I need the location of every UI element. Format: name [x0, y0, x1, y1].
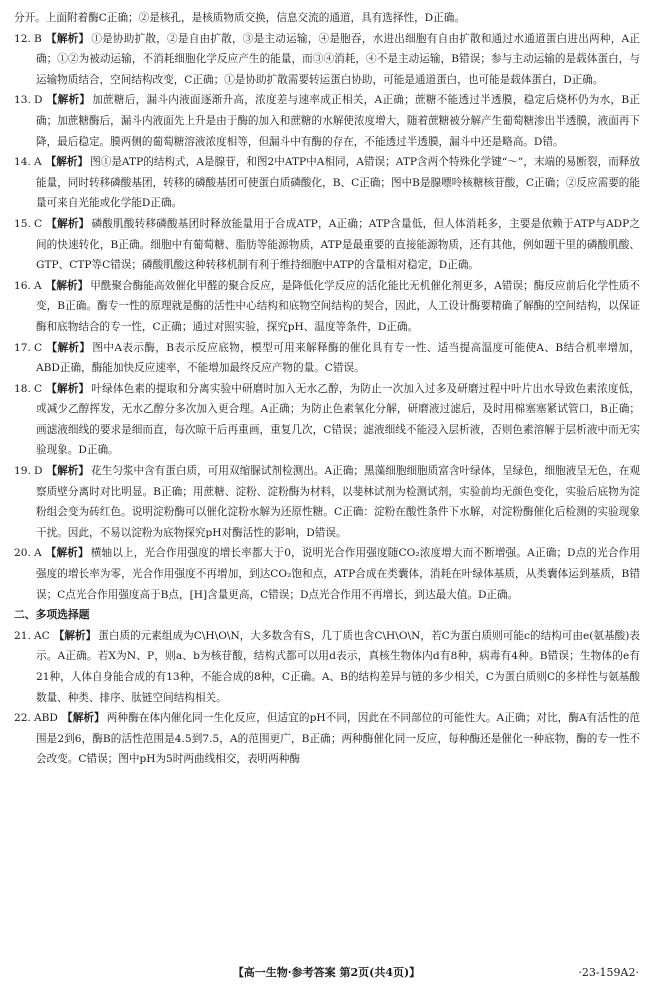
analysis-tag: 【解析】 [45, 279, 89, 292]
item-answer: C [34, 217, 43, 230]
item-number: 16. [14, 279, 31, 292]
analysis-tag: 【解析】 [45, 547, 89, 560]
answer-item [14, 214, 640, 276]
item-number: 20. [14, 547, 31, 560]
analysis-tag: 【解析】 [46, 382, 90, 395]
analysis-text: 花生匀浆中含有蛋白质，可用双缩脲试剂检测出。A正确；黑藻细胞细胞质富含叶绿体，呈绿色，细胞液呈无色，在观察质壁分离时对比明显。B正确；用蔗糖、淀粉、淀粉酶为材料，以斐林试剂为检测试剂，实验前均无颜色变化，实验后底物为淀粉组会变为砖红色。说明淀粉酶可以催化淀粉水解为还原性糖。C正确：淀粉在酸性条件下水解，对淀粉酶催化后检测的实验现象干扰。因此，不易以淀粉为底物探究pH对酶活性的影响，D错误。 [36, 465, 640, 539]
analysis-text: 图①是ATP的结构式，A是腺苷，和图2中ATP中A相同，A错误；ATP含两个特殊化学键“～”，末端的易断裂，而释放能量，同时转移磷酸基团，转移的磷酸基团可使蛋白质磷酸化，B、C正确；图中B是腺嘌呤核糖核苷酸，C正确；②反应需要的能量可来自光能或化学能D正确。 [36, 156, 640, 210]
analysis-tag: 【解析】 [45, 32, 90, 45]
answer-item [14, 626, 640, 708]
analysis-text: 甲酰聚合酶能高效催化甲醛的聚合反应，是降低化学反应的活化能比无机催化剂更多，A错误；酶反应前后化学性质不变，B正确。酶专一性的原理就是酶的活性中心结构和底物空间结构的契合，因此，人工设计酶要精确了解酶的空间结构，以保证酶和底物结合的专一性，C正确；通过对照实验，探究pH、温度等条件，D正确。 [36, 279, 640, 333]
analysis-tag: 【解析】 [46, 465, 89, 478]
analysis-tag: 【解析】 [61, 712, 105, 725]
item-answer: C [34, 382, 43, 395]
item-answer: D [34, 465, 43, 478]
item-answer: A [34, 156, 42, 169]
analysis-text: 蛋白质的元素组成为C\H\O\N，大多数含有S，几丁质也含C\H\O\N，若C为蛋白质则可能c的结构可由e(氨基酸)表示。A正确。若X为N、P，则a、b为核苷酸，结构式都可以用d表示，真核生物体内d有8种，病毒有4种。B错误；生物体的e有21种，人体自身能合成的有13种，不能合成的8种，C正确。A、B的结构差异与链的多少相关，C为蛋白质则C的多样性与氨基酸数量、种类、排序、肽链空间结构相关。 [36, 629, 641, 704]
item-number: 15. [14, 217, 31, 230]
analysis-tag: 【解析】 [53, 629, 97, 642]
item-answer: ABD [34, 712, 58, 725]
single-choice-answers [14, 29, 640, 606]
answer-item [14, 461, 640, 543]
answer-item [14, 379, 640, 461]
item-number: 14. [14, 156, 31, 169]
analysis-tag: 【解析】 [46, 94, 91, 107]
answer-item [14, 338, 640, 379]
item-answer: C [34, 341, 43, 354]
answer-item [14, 29, 640, 91]
item-answer: AC [34, 629, 50, 642]
analysis-text: ①是协助扩散，②是自由扩散，③是主动运输，④是胞吞，水进出细胞有自由扩散和通过水通道蛋白进出两种，A正确；①②为被动运输，不消耗细胞化学反应产生的能量，而③④消耗，④不是主动运输，B错误；参与主动运输的是载体蛋白，与运输物质结合，空间结构改变，C正确；①是协助扩散需要转运蛋白协助，可能是通道蛋白，也可能是载体蛋白，D正确。 [36, 32, 640, 86]
analysis-text: 两种酶在体内催化同一生化反应，但适宜的pH不同，因此在不同部位的可能性大。A正确；对比，酶A有活性的范围是2到6，酶B的活性范围是4.5到7.5，A的范围更广，B正确；两种酶催化同一反应，每种酶还是催化一种底物，酶的专一性不会改变。C错误；图中pH为5时两曲线相交，表明两种酶 [36, 712, 640, 766]
continued-paragraph: 分开。上面附着酶C正确；②是核孔，是核质物质交换，信息交流的通道，具有选择性，D正确。 [14, 12, 465, 24]
analysis-tag: 【解析】 [46, 341, 91, 354]
footer-title: 【高一生物·参考答案 第2页(共4页)】 [232, 966, 421, 979]
footer-code: ·23-159A2· [578, 966, 639, 979]
item-answer: A [34, 547, 42, 560]
page-footer [0, 962, 653, 984]
item-answer: A [34, 279, 42, 292]
item-number: 12. [14, 32, 31, 45]
item-answer: D [34, 94, 43, 107]
item-answer: B [34, 32, 42, 45]
analysis-text: 横轴以上，光合作用强度的增长率都大于0，说明光合作用强度随CO₂浓度增大而不断增强。A正确；D点的光合作用强度的增长率为零，光合作用强度不再增加，到达CO₂饱和点，ATP合成在类囊体，消耗在叶绿体基质，从类囊体运到基质，B错误；C点光合作用强度高于B点，[H]含量更高，C错误；D点光合作用不再增长，到达最大值。D正确。 [36, 547, 641, 601]
section-title: 二、多项选择题 [14, 608, 90, 622]
item-number: 21. [14, 629, 31, 642]
answer-item [14, 276, 640, 338]
analysis-text: 磷酸肌酸转移磷酸基团时释放能量用于合成ATP，A正确；ATP含量低，但人体消耗多，主要是依赖于ATP与ADP之间的快速转化，B正确。细胞中有葡萄糖、脂肪等能源物质，ATP是最重要的直接能源物质，还有其他，例如题干里的磷酸肌酸、GTP、CTP等C错误；磷酸肌酸这种转移机制有利于维持细胞中ATP的含量相对稳定，D正确。 [36, 217, 641, 272]
item-number: 22. [14, 712, 31, 725]
item-number: 17. [14, 341, 31, 354]
answer-item [14, 708, 640, 770]
answer-item [14, 152, 640, 214]
answer-item [14, 90, 640, 152]
analysis-tag: 【解析】 [46, 217, 90, 230]
item-number: 18. [14, 382, 31, 395]
item-number: 19. [14, 465, 31, 478]
analysis-text: 叶绿体色素的提取和分离实验中研磨时加入无水乙醇，为防止一次加入过多及研磨过程中叶片出水导致色素浓度低，或减少乙醇挥发，无水乙醇分多次加入更合理。A正确；为防止色素氧化分解，研磨液过滤后，及时用棉塞塞紧试管口，B正确；画滤液细线的要求是细而直，每次晾干后再重画，重复几次，C错误；滤液细线不能浸入层析液，否则色素溶解于层析液中而无实验现象。D正确。 [36, 382, 640, 457]
item-number: 13. [14, 94, 31, 107]
analysis-tag: 【解析】 [45, 156, 89, 169]
answer-item [14, 543, 640, 605]
analysis-text: 加蔗糖后，漏斗内液面逐渐升高，浓度差与速率成正相关，A正确；蔗糖不能透过半透膜，稳定后烧杯仍为水，B正确；加蔗糖酶后，漏斗内液面先上升是由于酶的加入和蔗糖的水解使浓度增大，随着蔗糖被分解产生葡萄糖渗出半透膜，液面再下降，最后稳定。膜两侧的葡萄糖溶液浓度相等，但漏斗中有酶的存在，不能透过半透膜，漏斗中还是略高。D错。 [36, 94, 640, 148]
multi-choice-answers [14, 626, 640, 770]
analysis-text: 图中A表示酶，B表示反应底物，模型可用来解释酶的催化具有专一性、适当提高温度可能使A、B结合机率增加，ABD正确，酶能加快反应速率，不能增加最终反应产物的量。C错误。 [36, 341, 640, 375]
answer-content [14, 8, 640, 770]
